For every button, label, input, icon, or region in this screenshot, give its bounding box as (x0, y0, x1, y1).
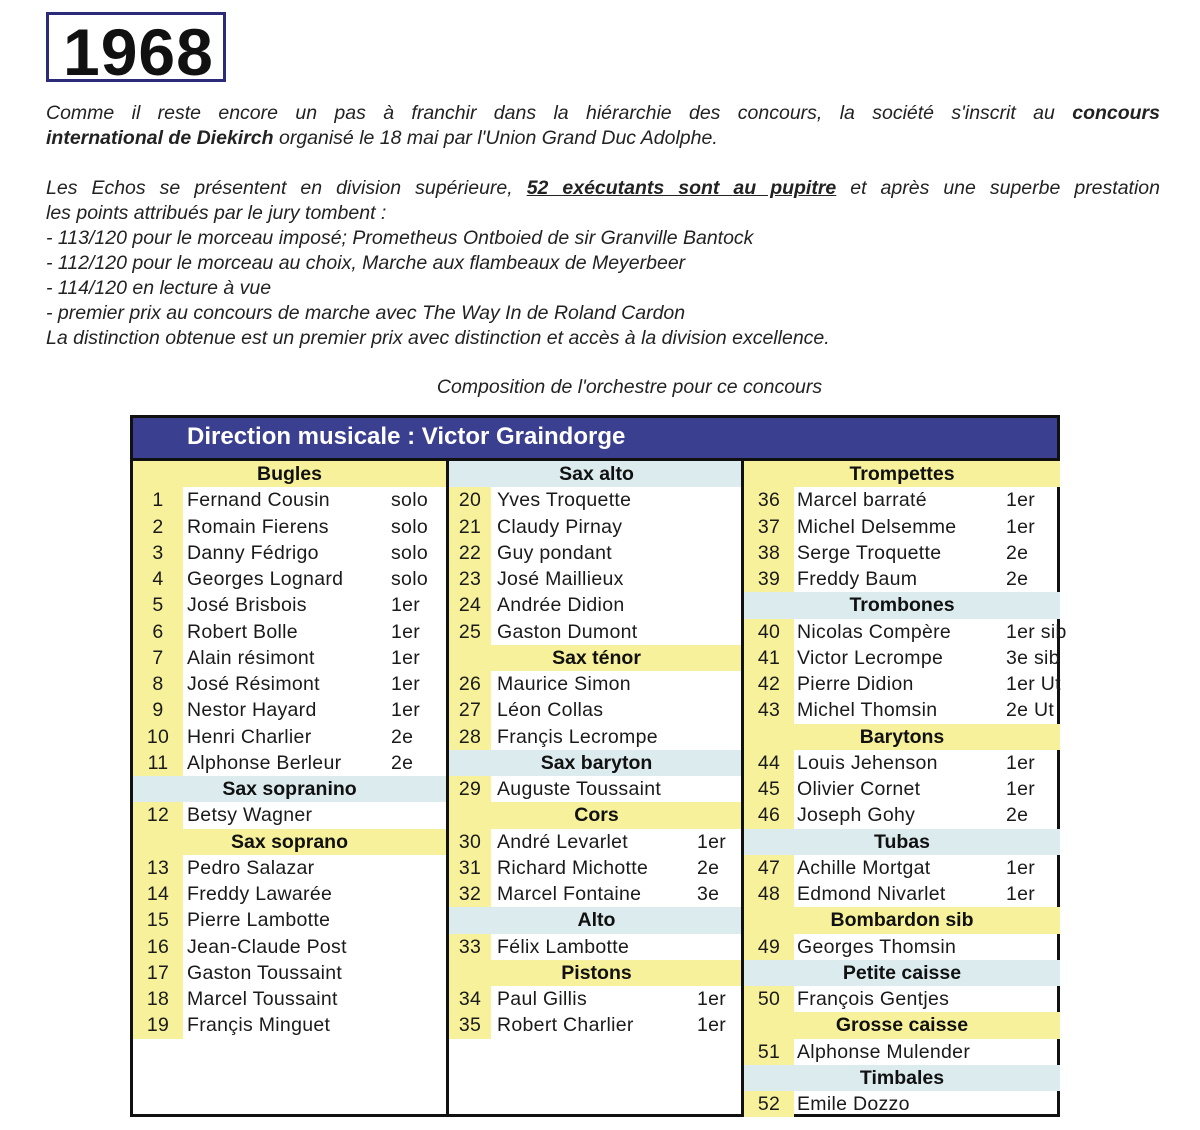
musician-row (744, 619, 1067, 645)
musician-number: 36 (744, 487, 794, 513)
musician-row (133, 514, 446, 540)
musician-number: 29 (449, 776, 491, 802)
musician-name: Nestor Hayard (187, 699, 317, 722)
musician-rank: 1er (697, 1014, 727, 1037)
musician-rank: 1er (1006, 883, 1036, 905)
musician-name: Michel Delsemme (797, 515, 957, 538)
musician-row (449, 540, 744, 566)
musician-name: José Résimont (187, 673, 320, 695)
musician-number: 52 (744, 1091, 794, 1117)
intro-p2-line1 (46, 176, 1160, 201)
musician-name: Betsy Wagner (187, 804, 313, 827)
musician-row (744, 986, 1060, 1012)
section-header: Sax ténor (449, 645, 744, 671)
musician-name: Claudy Pirnay (497, 515, 623, 538)
musician-number: 51 (744, 1039, 794, 1065)
section-header: Pistons (449, 960, 744, 986)
musician-number: 41 (744, 645, 794, 671)
section-header: Grosse caisse (744, 1012, 1060, 1038)
intro-p1-bold-1: concours (1072, 102, 1160, 124)
page-title: 1968 (63, 15, 214, 89)
musician-number: 19 (133, 1012, 183, 1038)
musician-row (449, 881, 744, 907)
musician-name: Léon Collas (497, 699, 604, 722)
musician-row (449, 776, 744, 802)
musician-row (449, 829, 744, 855)
musician-row (744, 934, 1060, 960)
musician-name: Georges Lognard (187, 568, 344, 590)
musician-number: 12 (133, 802, 183, 828)
musician-number: 9 (133, 697, 183, 723)
musician-rank: 3e (697, 883, 720, 905)
intro-p2-bold: 52 exécutants sont au pupitre (526, 177, 837, 199)
musician-number: 32 (449, 881, 491, 907)
musician-row (133, 671, 446, 697)
musician-rank: solo (391, 515, 428, 538)
musician-name: Georges Thomsin (797, 935, 957, 958)
musician-number: 10 (133, 724, 183, 750)
direction-title: Direction musicale : Victor Graindorge (187, 423, 626, 450)
intro-p2-line7: La distinction obtenue est un premier prix avec distinction et accès à la division excellence. (46, 327, 830, 349)
musician-row (744, 1091, 1060, 1117)
musician-rank: 3e sib (1006, 646, 1060, 669)
musician-row (744, 776, 1060, 802)
musician-row (449, 514, 744, 540)
musician-name: François Gentjes (797, 988, 950, 1010)
musician-number: 23 (449, 566, 491, 592)
intro-p1-text-a: Comme il reste encore un pas à franchir dans la hiérarchie des concours, la société s'inscrit au (46, 102, 1073, 124)
musician-number: 39 (744, 566, 794, 592)
musician-name: André Levarlet (497, 830, 629, 853)
musician-name: Marcel Fontaine (497, 883, 642, 905)
section-header: Trompettes (744, 461, 1060, 487)
musician-rank: 1er Ut (1006, 673, 1061, 695)
musician-number: 46 (744, 802, 794, 828)
musician-row (449, 487, 744, 513)
section-header: Alto (449, 907, 744, 933)
musician-row (133, 881, 446, 907)
musician-number: 44 (744, 750, 794, 776)
musician-rank: 1er (391, 646, 421, 669)
musician-name: Pierre Didion (797, 673, 914, 695)
musician-name: Joseph Gohy (797, 804, 916, 827)
musician-row (449, 855, 744, 881)
musician-name: José Maillieux (497, 568, 624, 590)
musician-row (744, 881, 1060, 907)
musician-number: 18 (133, 986, 183, 1012)
musician-row (133, 802, 446, 828)
musician-row (744, 1039, 1060, 1065)
musician-row (449, 697, 744, 723)
intro-paragraph-1 (46, 101, 1160, 151)
musician-name: Danny Fédrigo (187, 541, 319, 564)
musician-number: 16 (133, 934, 183, 960)
intro-p2-text-a: Les Echos se présentent en division supérieure, (46, 177, 527, 199)
musician-number: 3 (133, 540, 183, 566)
orchestra-header (133, 418, 1057, 461)
musician-rank: 1er (1006, 778, 1036, 800)
musician-rank: 2e (1006, 541, 1029, 564)
musician-number: 27 (449, 697, 491, 723)
musician-number: 33 (449, 934, 491, 960)
musician-number: 50 (744, 986, 794, 1012)
musician-number: 1 (133, 487, 183, 513)
musician-rank: 1er (697, 830, 727, 853)
musician-number: 34 (449, 986, 491, 1012)
musician-number: 38 (744, 540, 794, 566)
musician-name: Achille Mortgat (797, 856, 931, 879)
musician-number: 21 (449, 514, 491, 540)
musician-row (133, 566, 446, 592)
musician-row (133, 592, 446, 618)
musician-name: Paul Gillis (497, 988, 587, 1010)
musician-row (449, 619, 744, 645)
musician-name: Françis Minguet (187, 1014, 331, 1037)
musician-row (133, 724, 446, 750)
section-header: Barytons (744, 724, 1060, 750)
musician-number: 4 (133, 566, 183, 592)
orchestra-caption: Composition de l'orchestre pour ce concours (436, 376, 823, 398)
musician-name: Alphonse Mulender (797, 1040, 971, 1063)
musician-name: Henri Charlier (187, 725, 312, 748)
musician-name: Nicolas Compère (797, 620, 952, 643)
musician-row (133, 960, 446, 986)
musician-name: Pedro Salazar (187, 856, 315, 879)
musician-rank: solo (391, 489, 428, 512)
musician-name: Romain Fierens (187, 515, 329, 538)
musician-name: Pierre Lambotte (187, 909, 331, 932)
musician-number: 8 (133, 671, 183, 697)
musician-row (133, 697, 446, 723)
musician-row (744, 540, 1060, 566)
musician-row (449, 724, 744, 750)
musician-row (744, 855, 1060, 881)
musician-row (133, 907, 446, 933)
musician-rank: 1er (1006, 489, 1036, 512)
musician-number: 28 (449, 724, 491, 750)
musician-name: Robert Bolle (187, 620, 298, 643)
musician-name: Richard Michotte (497, 856, 649, 879)
musician-number: 14 (133, 881, 183, 907)
intro-p2-line3: - 113/120 pour le morceau imposé; Prometheus Ontboied de sir Granville Bantock (46, 227, 754, 249)
musician-number: 30 (449, 829, 491, 855)
musician-name: Maurice Simon (497, 673, 631, 695)
musician-name: Freddy Baum (797, 568, 918, 590)
musician-number: 49 (744, 934, 794, 960)
musician-number: 43 (744, 697, 794, 723)
orchestra-column-1 (133, 461, 446, 1039)
musician-number: 37 (744, 514, 794, 540)
musician-row (133, 855, 446, 881)
intro-p2-line2: les points attribués par le jury tombent : (46, 202, 387, 224)
musician-name: Victor Lecrompe (797, 646, 944, 669)
musician-number: 2 (133, 514, 183, 540)
musician-row (744, 487, 1060, 513)
musician-name: Yves Troquette (497, 489, 632, 512)
musician-row (744, 802, 1060, 828)
orchestra-table (130, 415, 1067, 1117)
musician-name: Jean-Claude Post (187, 935, 347, 958)
musician-number: 40 (744, 619, 794, 645)
intro-p2-text-b: et après une superbe prestation (836, 177, 1160, 199)
intro-paragraph-2 (46, 176, 1160, 351)
musician-name: Michel Thomsin (797, 699, 938, 722)
musician-name: Freddy Lawarée (187, 883, 333, 905)
musician-row (744, 671, 1060, 697)
musician-row (449, 1012, 744, 1038)
musician-name: Louis Jehenson (797, 751, 938, 774)
intro-p2-line6: - premier prix au concours de marche avec The Way In de Roland Cardon (46, 302, 686, 324)
musician-number: 24 (449, 592, 491, 618)
musician-number: 7 (133, 645, 183, 671)
musician-row (133, 645, 446, 671)
musician-row (744, 566, 1060, 592)
section-header: Tubas (744, 829, 1060, 855)
section-header: Trombones (744, 592, 1060, 618)
musician-row (133, 750, 446, 776)
musician-name: Marcel Toussaint (187, 988, 338, 1010)
musician-name: Fernand Cousin (187, 489, 330, 512)
intro-p2-line4: - 112/120 pour le morceau au choix, Marche aux flambeaux de Meyerbeer (46, 252, 686, 274)
intro-p2-line5: - 114/120 en lecture à vue (46, 277, 272, 299)
musician-rank: 2e (1006, 804, 1029, 827)
musician-number: 31 (449, 855, 491, 881)
musician-rank: solo (391, 568, 428, 590)
musician-name: Serge Troquette (797, 541, 942, 564)
musician-rank: 1er (391, 673, 421, 695)
musician-name: Françis Lecrompe (497, 725, 658, 748)
musician-rank: 1er sib (1006, 620, 1067, 643)
musician-number: 11 (133, 750, 183, 776)
section-header: Sax sopranino (133, 776, 446, 802)
musician-name: Olivier Cornet (797, 778, 921, 800)
musician-number: 48 (744, 881, 794, 907)
musician-number: 22 (449, 540, 491, 566)
musician-row (449, 592, 744, 618)
musician-name: Gaston Toussaint (187, 961, 343, 984)
musician-rank: 1er (391, 594, 421, 617)
section-header: Bugles (133, 461, 446, 487)
intro-p1-bold-2: international de Diekirch (46, 127, 274, 149)
section-header: Bombardon sib (744, 907, 1060, 933)
musician-number: 45 (744, 776, 794, 802)
musician-rank: 1er (1006, 515, 1036, 538)
musician-row (744, 645, 1060, 671)
musician-row (133, 487, 446, 513)
musician-rank: 1er (391, 699, 421, 722)
musician-row (133, 1012, 446, 1038)
musician-number: 42 (744, 671, 794, 697)
musician-row (744, 514, 1060, 540)
musician-number: 17 (133, 960, 183, 986)
intro-p1-line1 (46, 101, 1160, 126)
section-header: Petite caisse (744, 960, 1060, 986)
musician-row (133, 986, 446, 1012)
section-header: Cors (449, 802, 744, 828)
musician-name: Félix Lambotte (497, 935, 630, 958)
musician-number: 26 (449, 671, 491, 697)
musician-number: 15 (133, 907, 183, 933)
section-header: Sax soprano (133, 829, 446, 855)
musician-rank: 1er (1006, 856, 1036, 879)
musician-row (744, 697, 1060, 723)
musician-rank: solo (391, 541, 428, 564)
musician-name: Alain résimont (187, 646, 315, 669)
musician-name: Alphonse Berleur (187, 751, 342, 774)
orchestra-column-3 (741, 461, 1067, 1115)
musician-row (744, 750, 1060, 776)
musician-name: Auguste Toussaint (497, 778, 662, 800)
musician-row (449, 934, 744, 960)
musician-number: 25 (449, 619, 491, 645)
section-header: Sax alto (449, 461, 744, 487)
musician-row (133, 540, 446, 566)
musician-name: Marcel barraté (797, 489, 927, 512)
musician-name: José Brisbois (187, 594, 307, 617)
musician-row (449, 566, 744, 592)
musician-row (133, 619, 446, 645)
musician-name: Andrée Didion (497, 594, 625, 617)
musician-rank: 1er (1006, 751, 1036, 774)
musician-number: 35 (449, 1012, 491, 1038)
musician-rank: 2e (697, 856, 720, 879)
musician-rank: 2e (391, 751, 414, 774)
musician-number: 47 (744, 855, 794, 881)
musician-row (133, 934, 446, 960)
intro-p1-line2 (46, 127, 718, 149)
musician-name: Emile Dozzo (797, 1093, 910, 1115)
musician-rank: 1er (697, 988, 727, 1010)
musician-rank: 2e (1006, 568, 1029, 590)
orchestra-column-2 (446, 461, 744, 1114)
musician-number: 5 (133, 592, 183, 618)
musician-row (449, 671, 744, 697)
musician-rank: 2e Ut (1006, 699, 1055, 722)
musician-number: 13 (133, 855, 183, 881)
musician-name: Robert Charlier (497, 1014, 634, 1037)
musician-rank: 2e (391, 725, 414, 748)
musician-number: 20 (449, 487, 491, 513)
musician-name: Guy pondant (497, 541, 612, 564)
year-box (46, 12, 226, 89)
section-header: Timbales (744, 1065, 1060, 1091)
musician-number: 6 (133, 619, 183, 645)
intro-p1-text-b: organisé le 18 mai par l'Union Grand Duc Adolphe. (273, 127, 718, 149)
musician-name: Edmond Nivarlet (797, 883, 946, 905)
musician-rank: 1er (391, 620, 421, 643)
musician-name: Gaston Dumont (497, 620, 638, 643)
musician-row (449, 986, 744, 1012)
section-header: Sax baryton (449, 750, 744, 776)
